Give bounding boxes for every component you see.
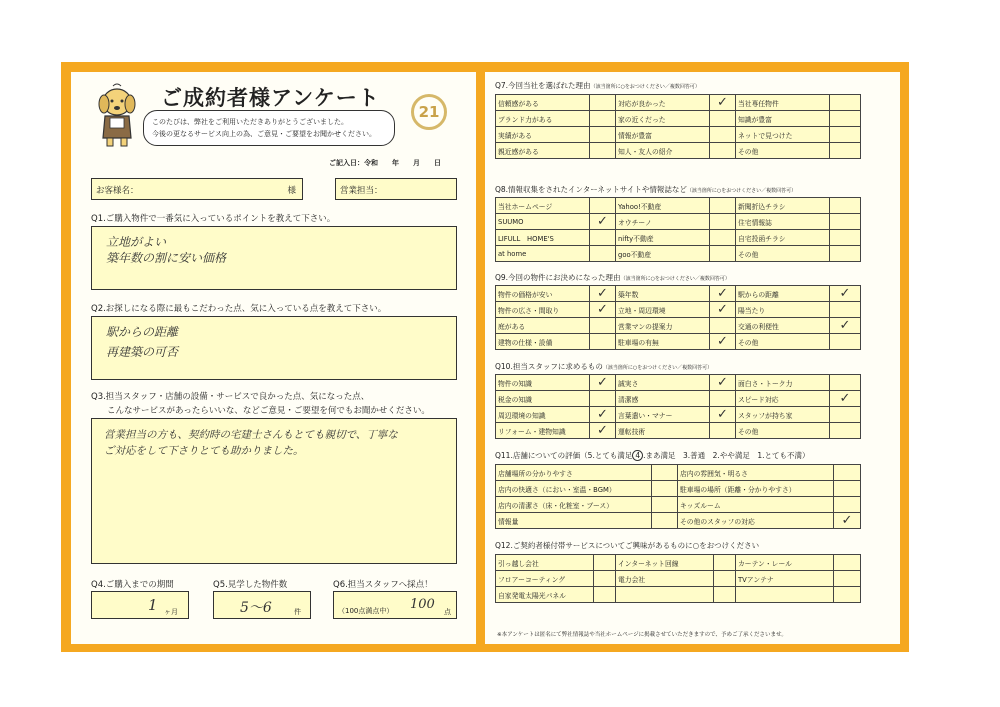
q4-unit: ヶ月 <box>164 608 178 616</box>
q5-label: Q5.見学した物件数 <box>213 580 288 590</box>
q5-answer: 5〜6 <box>240 600 272 616</box>
option-checkbox[interactable] <box>590 407 616 423</box>
q2-label: Q2.お探しになる際に最もこだわった点、気に入っている点を教えて下さい。 <box>91 304 387 314</box>
table-row <box>496 95 861 111</box>
q11-label: Q11.店舗についての評価（5.とても満足 <box>495 451 633 460</box>
option-label: nifty不動産 <box>616 230 710 246</box>
option-label: ブランド力がある <box>496 111 590 127</box>
option-label: オウチーノ <box>616 214 710 230</box>
check-mark-icon: ✓ <box>839 318 851 333</box>
check-mark-icon: ✓ <box>597 214 608 229</box>
q7-heading <box>495 80 700 91</box>
q8-table <box>495 197 861 262</box>
option-label: 店内の清潔さ（床・化粧室・ブース） <box>496 497 652 513</box>
sales-staff-field[interactable] <box>335 178 457 200</box>
service-checkbox[interactable] <box>834 587 861 603</box>
check-mark-icon: ✓ <box>597 286 608 301</box>
q5-unit: 件 <box>294 608 301 616</box>
option-checkbox[interactable] <box>710 391 736 407</box>
option-label: 知識が豊富 <box>736 111 830 127</box>
option-checkbox[interactable] <box>590 302 616 318</box>
service-checkbox[interactable] <box>714 571 736 587</box>
option-label: 駅からの距離 <box>736 286 830 302</box>
q12-body <box>496 555 861 603</box>
option-checkbox[interactable] <box>830 127 861 143</box>
option-label: 築年数 <box>616 286 710 302</box>
option-label: LIFULL HOME'S <box>496 230 590 246</box>
option-label: 交通の利便性 <box>736 318 830 334</box>
sales-staff-label: 営業担当： <box>340 186 383 196</box>
option-checkbox[interactable] <box>590 334 616 350</box>
service-checkbox[interactable] <box>594 587 616 603</box>
option-label: 建物の仕様・設備 <box>496 334 590 350</box>
option-label: 店内の快適さ（におい・室温・BGM） <box>496 481 652 497</box>
q2-answer-box[interactable] <box>91 316 457 380</box>
table-row <box>496 198 861 214</box>
option-checkbox[interactable] <box>652 497 678 513</box>
option-checkbox[interactable] <box>710 407 736 423</box>
option-label: 駐車場の有無 <box>616 334 710 350</box>
q6-label: Q6.担当スタッフへ採点！ <box>333 580 433 590</box>
option-checkbox[interactable] <box>590 111 616 127</box>
q9-table <box>495 285 861 350</box>
q1-label: Q1.ご購入物件で一番気に入っているポイントを教えて下さい。 <box>91 214 336 224</box>
q8-note: （該当箇所に○をおつけください／複数回答可） <box>686 188 797 194</box>
table-row <box>496 423 861 439</box>
table-row <box>496 587 861 603</box>
service-label: カーテン・レール <box>736 555 834 571</box>
option-checkbox[interactable] <box>590 198 616 214</box>
option-label: 情報量 <box>496 513 652 529</box>
q1-answer-line: 立地がよい <box>106 235 167 249</box>
option-label: 物件の知識 <box>496 375 590 391</box>
option-label: スピード対応 <box>736 391 830 407</box>
option-checkbox[interactable] <box>830 318 861 334</box>
option-checkbox[interactable] <box>710 214 736 230</box>
q11-table <box>495 464 861 529</box>
option-label: リフォーム・建物知識 <box>496 423 590 439</box>
option-label: キッズルーム <box>678 497 834 513</box>
option-label: 周辺環境の知識 <box>496 407 590 423</box>
q9-label: Q9.今回の物件にお決めになった理由 <box>495 273 621 282</box>
q8-heading <box>495 184 796 195</box>
date-label: ご記入日：令和 年 月 日 <box>329 159 441 167</box>
q11-heading <box>495 450 809 461</box>
option-checkbox[interactable] <box>830 95 861 111</box>
service-label: フロアーコーティング <box>496 571 594 587</box>
q1-answer-box[interactable] <box>91 226 457 290</box>
option-label: 知人・友人の紹介 <box>616 143 710 159</box>
q2-answer-line: 駅からの距離 <box>106 325 179 339</box>
option-label: 物件の広さ・間取り <box>496 302 590 318</box>
q3-answer-line: ご対応をして下さりとても助かりました。 <box>104 445 304 457</box>
q7-table <box>495 94 861 159</box>
q3-label: こんなサービスがあったらいいな、などご意見・ご要望を何でもお聞かせください。 <box>107 406 430 416</box>
q11-body <box>496 465 861 529</box>
option-checkbox[interactable] <box>834 513 861 529</box>
check-mark-icon: ✓ <box>717 407 728 422</box>
service-checkbox[interactable] <box>834 555 861 571</box>
q6-unit: 点 <box>444 608 451 616</box>
option-checkbox[interactable] <box>830 391 861 407</box>
option-label: その他 <box>736 143 830 159</box>
table-row <box>496 246 861 262</box>
mascot-dog-icon <box>91 80 143 150</box>
service-label: 自家発電太陽光パネル <box>496 587 594 603</box>
table-row <box>496 391 861 407</box>
option-label: 言葉遣い・マナー <box>616 407 710 423</box>
option-checkbox[interactable] <box>834 497 861 513</box>
option-checkbox[interactable] <box>710 375 736 391</box>
option-label: 立地・周辺環境 <box>616 302 710 318</box>
option-label: 住宅情報誌 <box>736 214 830 230</box>
option-checkbox[interactable] <box>830 111 861 127</box>
service-label <box>616 587 714 603</box>
q10-note: （該当箇所に○をおつけください／複数回答可） <box>602 365 713 371</box>
q12-label: Q12.ご契約者様付帯サービスについてご興味があるものに○をおつけください <box>495 541 760 550</box>
q11-selected-circle: 4 <box>632 450 643 461</box>
table-row <box>496 286 861 302</box>
option-label: 店舗場所の分かりやすさ <box>496 465 652 481</box>
check-mark-icon: ✓ <box>839 286 851 301</box>
option-checkbox[interactable] <box>830 214 861 230</box>
option-checkbox[interactable] <box>710 423 736 439</box>
check-mark-icon: ✓ <box>597 407 608 422</box>
table-row <box>496 214 861 230</box>
option-checkbox[interactable] <box>830 423 861 439</box>
q9-body <box>496 286 861 350</box>
table-row <box>496 143 861 159</box>
option-label: Yahoo!不動産 <box>616 198 710 214</box>
right-page <box>485 72 900 644</box>
q8-label: Q8.情報収集をされたインターネットサイトや情報誌など <box>495 185 687 194</box>
option-checkbox[interactable] <box>590 375 616 391</box>
greeting-line: 今後の更なるサービス向上の為、ご意見・ご要望をお聞かせください。 <box>152 130 376 138</box>
q7-body <box>496 95 861 159</box>
check-mark-icon: ✓ <box>717 334 728 349</box>
option-checkbox[interactable] <box>590 246 616 262</box>
q10-body <box>496 375 861 439</box>
q3-label: Q3.担当スタッフ・店舗の設備・サービスで良かった点、気になった点、 <box>91 392 370 402</box>
option-checkbox[interactable] <box>834 481 861 497</box>
option-checkbox[interactable] <box>590 230 616 246</box>
option-label: 陽当たり <box>736 302 830 318</box>
q6-answer-box[interactable] <box>333 591 457 619</box>
option-label: 誠実さ <box>616 375 710 391</box>
option-checkbox[interactable] <box>830 246 861 262</box>
table-row <box>496 407 861 423</box>
check-mark-icon: ✓ <box>717 95 728 110</box>
customer-name-field[interactable] <box>91 178 303 200</box>
option-label: スタッフが持ち家 <box>736 407 830 423</box>
q7-label: Q7.今回当社を選ばれた理由 <box>495 81 591 90</box>
q9-heading <box>495 272 730 283</box>
service-label <box>736 587 834 603</box>
check-mark-icon: ✓ <box>717 375 728 390</box>
q3-answer-line: 営業担当の方も、契約時の宅建士さんもとても親切で、丁寧な <box>104 429 398 441</box>
option-checkbox[interactable] <box>830 143 861 159</box>
q9-note: （該当箇所に○をおつけください／複数回答可） <box>620 276 730 282</box>
option-checkbox[interactable] <box>710 143 736 159</box>
q2-answer-line: 再建築の可否 <box>106 345 179 359</box>
service-label: TVアンテナ <box>736 571 834 587</box>
service-label: 引っ越し会社 <box>496 555 594 571</box>
option-checkbox[interactable] <box>710 302 736 318</box>
option-label: goo不動産 <box>616 246 710 262</box>
option-checkbox[interactable] <box>830 375 861 391</box>
option-checkbox[interactable] <box>590 127 616 143</box>
option-checkbox[interactable] <box>590 143 616 159</box>
option-checkbox[interactable] <box>652 481 678 497</box>
option-checkbox[interactable] <box>652 465 678 481</box>
table-row <box>496 481 861 497</box>
option-checkbox[interactable] <box>710 318 736 334</box>
survey-sheet <box>61 62 909 652</box>
table-row <box>496 497 861 513</box>
option-label: 実績がある <box>496 127 590 143</box>
check-mark-icon: ✓ <box>839 391 851 406</box>
customer-suffix: 様 <box>287 186 296 196</box>
left-page <box>71 72 476 644</box>
service-checkbox[interactable] <box>594 555 616 571</box>
customer-name-label: お客様名： <box>96 186 139 196</box>
q12-table <box>495 554 861 603</box>
table-row <box>496 334 861 350</box>
greeting-bubble <box>143 110 395 146</box>
option-label: at home <box>496 246 590 262</box>
service-checkbox[interactable] <box>714 555 736 571</box>
q4-answer-box[interactable] <box>91 591 189 619</box>
check-mark-icon: ✓ <box>597 302 608 317</box>
q11-scale: .まあ満足 3.普通 2.やや満足 1.とても不満） <box>643 451 810 460</box>
table-row <box>496 513 861 529</box>
option-label: SUUMO <box>496 214 590 230</box>
footer-note: ※本アンケートは匿名にて弊社情報誌や当社ホームページに掲載させていただきますので、予めご了承くださいませ。 <box>497 632 787 638</box>
century21-logo: 21 <box>411 94 447 130</box>
option-label: 親近感がある <box>496 143 590 159</box>
table-row <box>496 555 861 571</box>
option-label: 面白さ・トーク力 <box>736 375 830 391</box>
option-label: 対応が良かった <box>616 95 710 111</box>
table-row <box>496 375 861 391</box>
q4-label: Q4.ご購入までの期間 <box>91 580 174 590</box>
option-checkbox[interactable] <box>652 513 678 529</box>
q4-answer: 1 <box>148 596 158 614</box>
greeting-line: このたびは、弊社をご利用いただきありがとうございました。 <box>152 118 348 126</box>
table-row <box>496 230 861 246</box>
option-checkbox[interactable] <box>590 214 616 230</box>
q7-note: （該当箇所に○をおつけください／複数回答可） <box>590 84 700 90</box>
option-label: 庭がある <box>496 318 590 334</box>
option-label: 信頼感がある <box>496 95 590 111</box>
page-title: ご成約者様アンケート <box>161 86 380 110</box>
option-label: 駐車場の場所（距離・分かりやすさ） <box>678 481 834 497</box>
table-row <box>496 571 861 587</box>
option-label: その他のスタッフの対応 <box>678 513 834 529</box>
option-checkbox[interactable] <box>710 286 736 302</box>
q5-answer-box[interactable] <box>213 591 311 619</box>
option-label: 情報が豊富 <box>616 127 710 143</box>
option-label: 店内の雰囲気・明るさ <box>678 465 834 481</box>
option-label: 新聞折込チラシ <box>736 198 830 214</box>
option-checkbox[interactable] <box>710 246 736 262</box>
option-checkbox[interactable] <box>830 407 861 423</box>
service-checkbox[interactable] <box>714 587 736 603</box>
service-checkbox[interactable] <box>594 571 616 587</box>
option-label: ネットで見つけた <box>736 127 830 143</box>
option-label: 物件の価格が安い <box>496 286 590 302</box>
check-mark-icon: ✓ <box>841 513 853 528</box>
service-label: 電力会社 <box>616 571 714 587</box>
check-mark-icon: ✓ <box>717 302 728 317</box>
option-checkbox[interactable] <box>830 230 861 246</box>
q6-note: （100点満点中） <box>338 607 394 615</box>
table-row <box>496 111 861 127</box>
q1-answer-line: 築年数の割に安い価格 <box>106 251 227 265</box>
option-label: その他 <box>736 423 830 439</box>
q3-answer-box[interactable] <box>91 418 457 564</box>
option-checkbox[interactable] <box>710 111 736 127</box>
table-row <box>496 127 861 143</box>
option-label: 自宅投函チラシ <box>736 230 830 246</box>
option-checkbox[interactable] <box>830 198 861 214</box>
option-label: その他 <box>736 246 830 262</box>
option-checkbox[interactable] <box>830 334 861 350</box>
q8-body <box>496 198 861 262</box>
option-checkbox[interactable] <box>590 318 616 334</box>
option-label: 営業マンの提案力 <box>616 318 710 334</box>
service-checkbox[interactable] <box>834 571 861 587</box>
option-checkbox[interactable] <box>830 302 861 318</box>
table-row <box>496 318 861 334</box>
option-checkbox[interactable] <box>830 286 861 302</box>
option-checkbox[interactable] <box>590 286 616 302</box>
check-mark-icon: ✓ <box>597 375 608 390</box>
option-checkbox[interactable] <box>710 334 736 350</box>
option-label: 家の近くだった <box>616 111 710 127</box>
q10-label: Q10.担当スタッフに求めるもの <box>495 362 603 371</box>
q10-table <box>495 374 861 439</box>
check-mark-icon: ✓ <box>597 423 608 438</box>
service-label: インターネット回線 <box>616 555 714 571</box>
table-row <box>496 302 861 318</box>
option-checkbox[interactable] <box>590 95 616 111</box>
table-row <box>496 465 861 481</box>
option-label: 当社専任物件 <box>736 95 830 111</box>
q6-answer: 100 <box>410 597 435 612</box>
q10-heading <box>495 361 712 372</box>
option-checkbox[interactable] <box>590 391 616 407</box>
option-label: 当社ホームページ <box>496 198 590 214</box>
option-checkbox[interactable] <box>834 465 861 481</box>
check-mark-icon: ✓ <box>717 286 728 301</box>
option-label: その他 <box>736 334 830 350</box>
option-checkbox[interactable] <box>710 230 736 246</box>
option-label: 税金の知識 <box>496 391 590 407</box>
option-checkbox[interactable] <box>590 423 616 439</box>
option-label: 清潔感 <box>616 391 710 407</box>
option-label: 運転技術 <box>616 423 710 439</box>
option-checkbox[interactable] <box>710 95 736 111</box>
option-checkbox[interactable] <box>710 198 736 214</box>
option-checkbox[interactable] <box>710 127 736 143</box>
